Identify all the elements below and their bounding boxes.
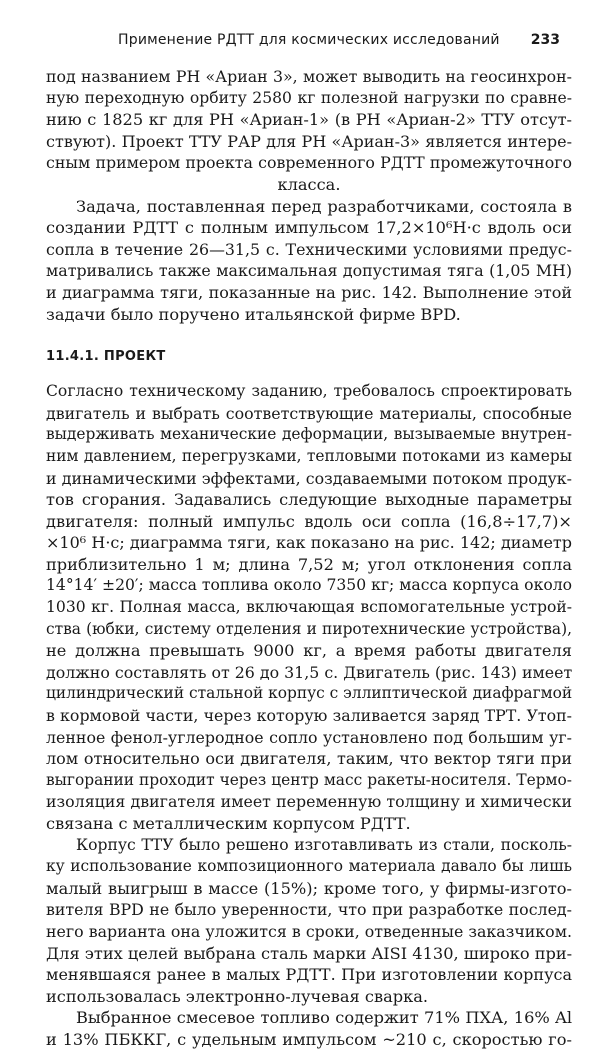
text-line: ним давлением, перегрузками, тепловыми потоками из камеры <box>46 446 572 465</box>
text-line: не должна превышать 9000 кг, а время работы двигателя <box>46 641 572 661</box>
text-line: приблизительно 1 м; длина 7,52 м; угол отклонения сопла <box>46 554 572 574</box>
text-line: ствуют). Проект ТТУ РАР для РН «Ариан-3» является интере- <box>46 131 572 151</box>
text-line: двигатель и выбрать соответствующие материалы, способные <box>46 403 572 423</box>
text-line: Согласно техническому заданию, требовалось спроектировать <box>46 382 572 401</box>
text-line: лом относительно оси двигателя, таким, что вектор тяги при <box>46 749 572 769</box>
text-line: двигателя: полный импульс вдоль оси сопла (16,8÷17,7)× <box>46 511 572 531</box>
text-line: создании РДТТ с полным импульсом 17,2×10⁶Н·с вдоль оси <box>46 218 572 238</box>
text-line: 1030 кг. Полная масса, включающая вспомогательные устрой- <box>46 598 572 617</box>
text-line: сным примером проекта современного РДТТ промежуточного <box>46 153 572 173</box>
text-line: Выбранное смесевое топливо содержит 71% ПХА, 16% Al <box>76 1008 572 1028</box>
text-line: задачи было поручено итальянской фирме BPD. <box>46 304 461 324</box>
text-line: и 13% ПБККГ, с удельным импульсом ~210 с, скоростью го- <box>46 1029 572 1049</box>
text-line: малый выигрыш в массе (15%); кроме того, у фирмы-изгото- <box>46 878 572 898</box>
text-line: использовалась электронно-лучевая сварка. <box>46 986 429 1006</box>
text-line: выгорании проходит через центр масс ракеты-носителя. Термо- <box>46 770 572 789</box>
text-line: менявшаяся ранее в малых РДТТ. При изготовлении корпуса <box>46 965 572 985</box>
text-line: ную переходную орбиту 2580 кг полезной нагрузки по сравне- <box>46 88 572 107</box>
text-line: Корпус ТТУ было решено изготавливать из стали, посколь- <box>76 835 572 854</box>
text-line: 14°14′ ±20′; масса топлива около 7350 кг; масса корпуса около <box>46 576 572 595</box>
section-heading: 11.4.1. ПРОЕКТ <box>46 349 166 365</box>
text-line: связана с металлическим корпусом РДТТ. <box>46 814 411 833</box>
text-line: ленное фенол-углеродное сопло установлено под большим уг- <box>46 727 572 747</box>
text-line: класса. <box>277 174 341 194</box>
text-line: и динамическими эффектами, создаваемыми потоком продук- <box>46 468 572 488</box>
page-number: 233 <box>530 32 560 48</box>
text-line: и диаграмма тяги, показанные на рис. 142. Выполнение этой <box>46 282 572 302</box>
text-line: в кормовой части, через которую заливается заряд ТРТ. Утоп- <box>46 706 572 726</box>
paragraph-1 <box>46 66 572 196</box>
text-line: Задача, поставленная перед разработчиками, состояла в <box>76 196 572 216</box>
text-line: ства (юбки, систему отделения и пиротехнические устройства), <box>46 619 572 638</box>
text-line: изоляция двигателя имеет переменную толщину и химически <box>46 792 572 812</box>
text-line: ×10⁶ Н·с; диаграмма тяги, как показано на рис. 142; диаметр <box>46 533 572 553</box>
paragraph-5 <box>46 1007 572 1050</box>
paragraph-4 <box>46 835 572 1008</box>
text-line: под названием РН «Ариан 3», может выводить на геосинхрон- <box>46 67 572 86</box>
running-title: Применение РДТТ для космических исследований <box>118 32 500 48</box>
text-line: него варианта она уложится в сроки, отведенные заказчиком. <box>46 921 572 941</box>
text-line: вителя BPD не было уверенности, что при разработке послед- <box>46 900 572 920</box>
paragraph-2 <box>46 196 572 326</box>
text-line: выдерживать механические деформации, вызываемые внутрен- <box>46 425 572 444</box>
paragraph-3 <box>46 381 572 834</box>
text-line: тов сгорания. Задавались следующие выходные параметры <box>46 490 572 510</box>
text-line: Для этих целей выбрана сталь марки AISI 4130, широко при- <box>46 943 573 963</box>
text-line: нию с 1825 кг для РН «Ариан-1» (в РН «Ариан-2» ТТУ отсут- <box>46 110 572 130</box>
text-line: должно составлять от 26 до 31,5 с. Двигатель (рис. 143) имеет <box>46 662 573 682</box>
text-line: цилиндрический стальной корпус с эллиптической диафрагмой <box>46 684 573 703</box>
text-line: ку использование композиционного материала давало бы лишь <box>46 857 572 876</box>
text-line: матривались также максимальная допустимая тяга (1,05 МН) <box>46 261 572 281</box>
text-line: сопла в течение 26—31,5 с. Техническими условиями предус- <box>46 239 572 259</box>
running-header <box>90 32 560 56</box>
body-text <box>46 66 572 1051</box>
